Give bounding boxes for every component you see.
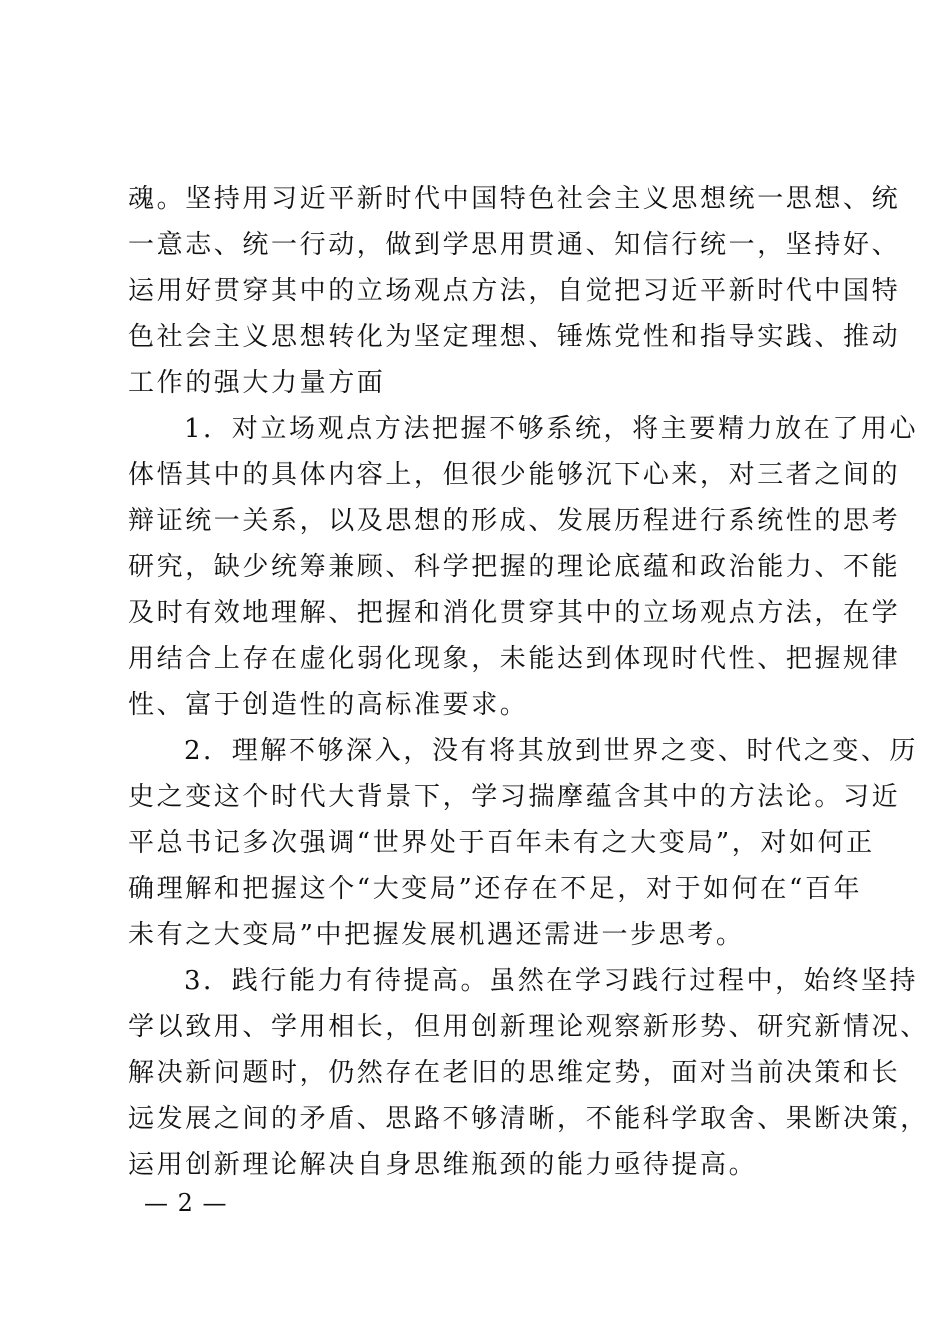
text-line: 用结合上存在虚化弱化现象，未能达到体现时代性、把握规律 bbox=[128, 644, 901, 674]
text-line: 工作的强大力量方面 bbox=[128, 368, 386, 398]
text-line: 史之变这个时代大背景下，学习揣摩蕴含其中的方法论。习近 bbox=[128, 782, 901, 812]
page-number: — 2 — bbox=[144, 1189, 228, 1217]
text-line: 魂。坚持用习近平新时代中国特色社会主义思想统一思想、统 bbox=[128, 184, 901, 214]
text-line: 确理解和把握这个“大变局”还存在不足，对于如何在“百年 bbox=[128, 874, 863, 904]
text-line: 远发展之间的矛盾、思路不够清晰，不能科学取舍、果断决策， bbox=[128, 1104, 929, 1134]
document-body bbox=[128, 176, 929, 1188]
text-line: 平总书记多次强调“世界处于百年未有之大变局”，对如何正 bbox=[128, 828, 875, 858]
paragraph-item-2 bbox=[128, 728, 919, 958]
text-line: 运用创新理论解决自身思维瓶颈的能力亟待提高。 bbox=[128, 1150, 758, 1180]
text-line: 解决新问题时，仍然存在老旧的思维定势，面对当前决策和长 bbox=[128, 1058, 901, 1088]
text-line: 及时有效地理解、把握和消化贯穿其中的立场观点方法，在学 bbox=[128, 598, 901, 628]
text-line: 1．对立场观点方法把握不够系统，将主要精力放在了用心 bbox=[184, 414, 919, 444]
text-line: 运用好贯穿其中的立场观点方法，自觉把习近平新时代中国特 bbox=[128, 276, 901, 306]
text-line: 辩证统一关系，以及思想的形成、发展历程进行系统性的思考 bbox=[128, 506, 901, 536]
paragraph-continuation bbox=[128, 176, 901, 406]
text-line: 研究，缺少统筹兼顾、科学把握的理论底蕴和政治能力、不能 bbox=[128, 552, 901, 582]
text-line: 2．理解不够深入，没有将其放到世界之变、时代之变、历 bbox=[184, 736, 919, 766]
paragraph-item-1 bbox=[128, 406, 919, 728]
paragraph-item-3 bbox=[128, 958, 929, 1188]
text-line: 性、富于创造性的高标准要求。 bbox=[128, 690, 529, 720]
text-line: 学以致用、学用相长，但用创新理论观察新形势、研究新情况、 bbox=[128, 1012, 929, 1042]
text-line: 未有之大变局”中把握发展机遇还需进一步思考。 bbox=[128, 920, 745, 950]
text-line: 体悟其中的具体内容上，但很少能够沉下心来，对三者之间的 bbox=[128, 460, 901, 490]
text-line: 一意志、统一行动，做到学思用贯通、知信行统一，坚持好、 bbox=[128, 230, 901, 260]
text-line: 色社会主义思想转化为坚定理想、锤炼党性和指导实践、推动 bbox=[128, 322, 901, 352]
text-line: 3．践行能力有待提高。虽然在学习践行过程中，始终坚持 bbox=[184, 966, 919, 996]
